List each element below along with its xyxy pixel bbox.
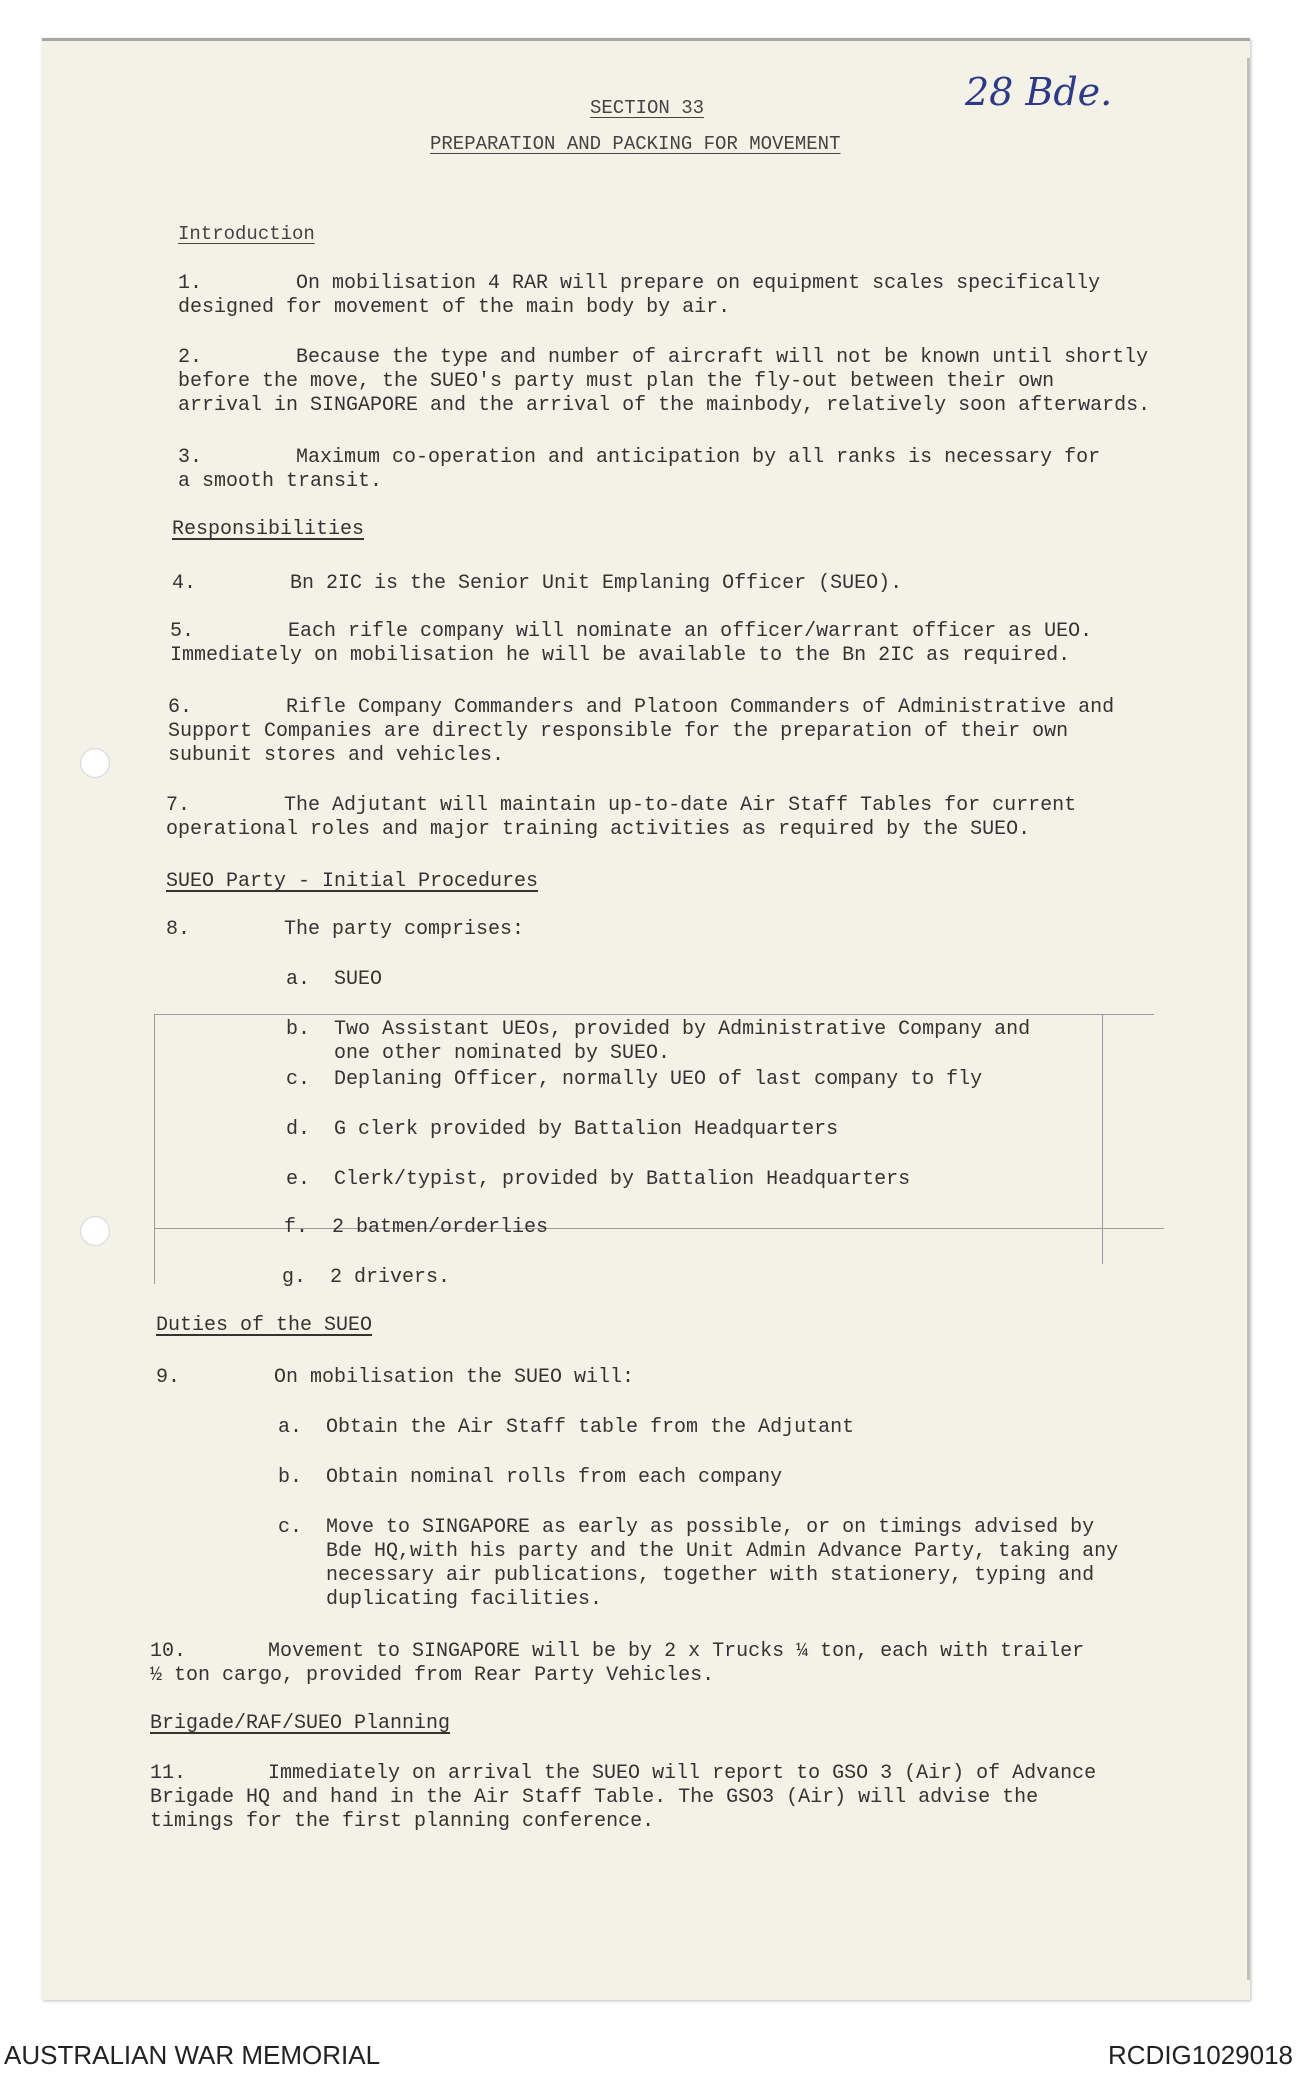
paragraph-10: [150, 1640, 1084, 1688]
paragraph-line: Because the type and number of aircraft will not be known until shortly: [296, 346, 1149, 369]
duties-heading: Duties of the SUEO: [156, 1314, 373, 1337]
paragraph-4: [172, 572, 902, 596]
item-letter: b.: [278, 1466, 303, 1489]
paragraph-2: [178, 346, 1150, 418]
paragraph-number: 8.: [166, 918, 191, 941]
paragraph-number: 4.: [172, 572, 197, 595]
paragraph-line: Maximum co-operation and anticipation by all ranks is necessary for: [296, 446, 1101, 469]
item-text: one other nominated by SUEO.: [334, 1042, 671, 1065]
paragraph-line: On mobilisation the SUEO will:: [274, 1366, 635, 1389]
paragraph-line: timings for the first planning conference.: [150, 1810, 655, 1833]
paragraph-number: 7.: [166, 794, 191, 817]
handwritten-note: 28 Bde.: [965, 70, 1113, 114]
planning-heading: Brigade/RAF/SUEO Planning: [150, 1712, 451, 1735]
paragraph-line: On mobilisation 4 RAR will prepare on equipment scales specifically: [296, 272, 1101, 295]
paragraph-line: Support Companies are directly responsible for the preparation of their own: [168, 720, 1069, 743]
section-number: SECTION 33: [590, 97, 705, 119]
item-text: 2 drivers.: [330, 1266, 451, 1289]
item-text: Obtain the Air Staff table from the Adjutant: [326, 1416, 855, 1439]
item-text: Obtain nominal rolls from each company: [326, 1466, 783, 1489]
item-text: G clerk provided by Battalion Headquarters: [334, 1118, 839, 1141]
section-title: PREPARATION AND PACKING FOR MOVEMENT: [430, 133, 841, 155]
item-text: Two Assistant UEOs, provided by Administrative Company and: [334, 1018, 1031, 1041]
paragraph-number: 3.: [178, 446, 203, 469]
item-text: Clerk/typist, provided by Battalion Headquarters: [334, 1168, 911, 1191]
paragraph-line: before the move, the SUEO's party must plan the fly-out between their own: [178, 370, 1055, 393]
paragraph-6: [168, 696, 1114, 768]
bleed-through-line: [154, 1014, 1154, 1015]
paragraph-5: [170, 620, 1092, 668]
party-heading: SUEO Party - Initial Procedures: [166, 870, 539, 893]
paragraph-number: 10.: [150, 1640, 187, 1663]
paragraph-line: Movement to SINGAPORE will be by 2 x Trucks ¼ ton, each with trailer: [268, 1640, 1085, 1663]
paragraph-line: Bn 2IC is the Senior Unit Emplaning Officer (SUEO).: [290, 572, 903, 595]
paragraph-line: Immediately on mobilisation he will be available to the Bn 2IC as required.: [170, 644, 1071, 667]
item-text: Move to SINGAPORE as early as possible, or on timings advised by: [326, 1516, 1095, 1539]
responsibilities-heading: Responsibilities: [172, 518, 365, 541]
paragraph-number: 5.: [170, 620, 195, 643]
paragraph-9: [156, 1366, 634, 1390]
paragraph-line: operational roles and major training activities as required by the SUEO.: [166, 818, 1031, 841]
paragraph-line: The Adjutant will maintain up-to-date Air Staff Tables for current: [284, 794, 1077, 817]
footer-catalogue-id: RCDIG1029018: [1108, 2040, 1293, 2070]
punch-hole-lower: [80, 1216, 110, 1246]
item-letter: e.: [286, 1168, 311, 1191]
bleed-through-line: [154, 1014, 155, 1284]
paragraph-line: The party comprises:: [284, 918, 525, 941]
item-text: necessary air publications, together with stationery, typing and: [326, 1564, 1095, 1587]
item-letter: d.: [286, 1118, 311, 1141]
item-text: Bde HQ,with his party and the Unit Admin Advance Party, taking any: [326, 1540, 1119, 1563]
bleed-through-line: [1102, 1014, 1103, 1264]
paragraph-line: subunit stores and vehicles.: [168, 744, 505, 767]
paragraph-11: [150, 1762, 1096, 1834]
paragraph-1: [178, 272, 1100, 320]
item-letter: a.: [286, 968, 311, 991]
paragraph-7: [166, 794, 1076, 842]
paragraph-line: Brigade HQ and hand in the Air Staff Table. The GSO3 (Air) will advise the: [150, 1786, 1039, 1809]
paragraph-8: [166, 918, 524, 942]
footer-institution: AUSTRALIAN WAR MEMORIAL: [4, 2040, 381, 2070]
item-text: 2 batmen/orderlies: [332, 1216, 549, 1239]
paragraph-line: Each rifle company will nominate an officer/warrant officer as UEO.: [288, 620, 1093, 643]
punch-hole-upper: [80, 748, 110, 778]
paragraph-line: Rifle Company Commanders and Platoon Commanders of Administrative and: [286, 696, 1115, 719]
item-letter: c.: [278, 1516, 303, 1539]
paragraph-line: ½ ton cargo, provided from Rear Party Vehicles.: [150, 1664, 715, 1687]
item-letter: a.: [278, 1416, 303, 1439]
paragraph-line: a smooth transit.: [178, 470, 383, 493]
item-letter: c.: [286, 1068, 311, 1091]
item-text: Deplaning Officer, normally UEO of last company to fly: [334, 1068, 983, 1091]
paragraph-number: 1.: [178, 272, 203, 295]
paragraph-line: designed for movement of the main body by air.: [178, 296, 731, 319]
intro-heading: Introduction: [178, 223, 315, 245]
paragraph-number: 11.: [150, 1762, 187, 1785]
item-text: SUEO: [334, 968, 383, 991]
item-letter: b.: [286, 1018, 311, 1041]
paragraph-3: [178, 446, 1100, 494]
paragraph-number: 2.: [178, 346, 203, 369]
paragraph-number: 9.: [156, 1366, 181, 1389]
paragraph-line: arrival in SINGAPORE and the arrival of the mainbody, relatively soon afterwards.: [178, 394, 1151, 417]
item-letter: g.: [282, 1266, 307, 1289]
item-text: duplicating facilities.: [326, 1588, 603, 1611]
paragraph-number: 6.: [168, 696, 193, 719]
item-letter: f.: [284, 1216, 309, 1239]
paragraph-line: Immediately on arrival the SUEO will report to GSO 3 (Air) of Advance: [268, 1762, 1097, 1785]
